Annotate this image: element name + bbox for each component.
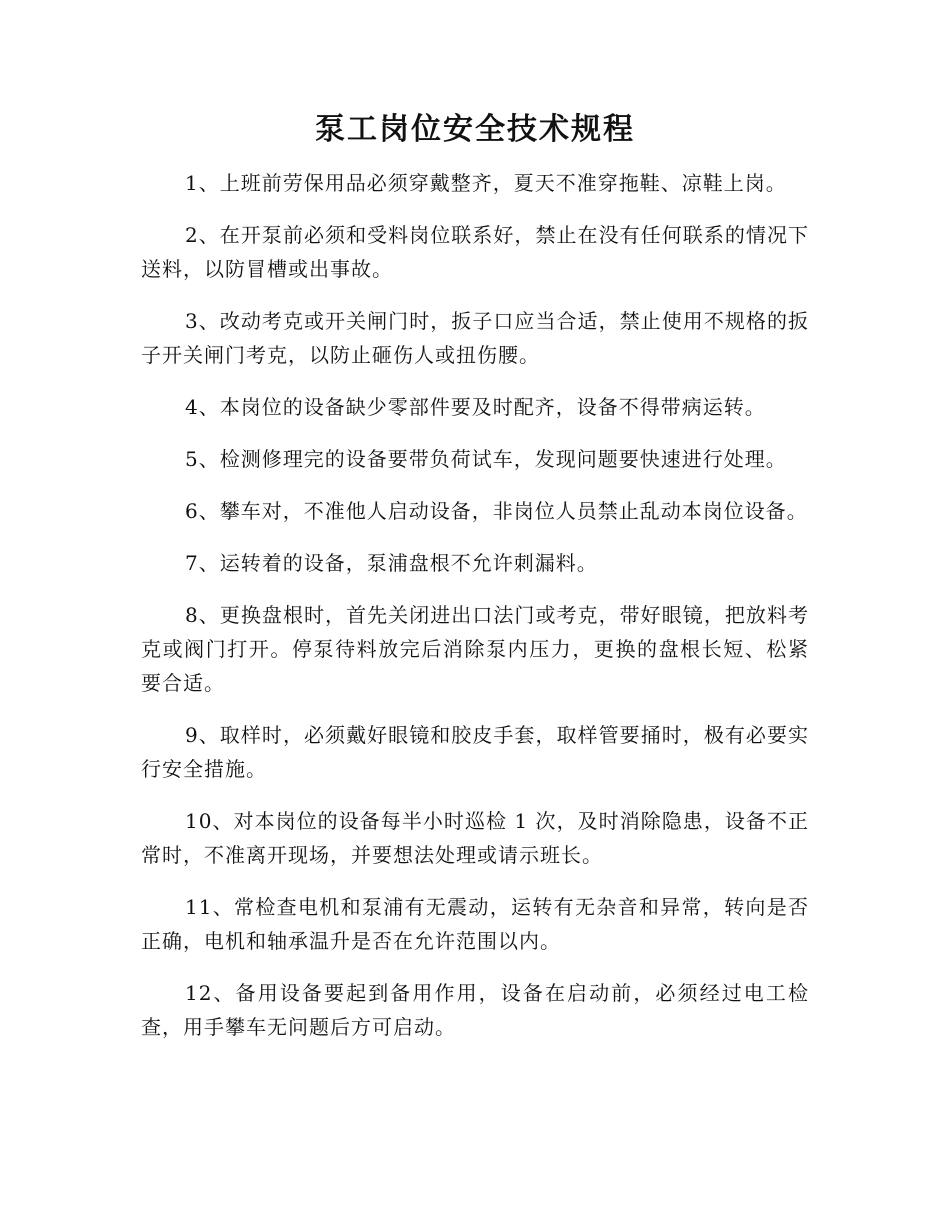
rule-item-12: 12、备用设备要起到备用作用，设备在启动前，必须经过电工检查，用手攀车无问题后方可启动。 [141,981,809,1039]
rule-item-9: 9、取样时，必须戴好眼镜和胶皮手套，取样管要捅时，极有必要实行安全措施。 [141,723,809,781]
rule-item-2: 2、在开泵前必须和受料岗位联系好，禁止在没有任何联系的情况下送料，以防冒槽或出事故。 [141,223,809,281]
rule-list [141,166,809,1062]
rule-item-4: 4、本岗位的设备缺少零部件要及时配齐，设备不得带病运转。 [185,395,766,419]
rule-item-6: 6、攀车对，不准他人启动设备，非岗位人员禁止乱动本岗位设备。 [185,499,808,523]
rule-item-10: 10、对本岗位的设备每半小时巡检 1 次，及时消除隐患，设备不正常时，不准离开现场，并要想法处理或请示班长。 [141,809,809,867]
rule-item-1: 1、上班前劳保用品必须穿戴整齐，夏天不准穿拖鞋、凉鞋上岗。 [185,171,787,195]
rule-item-5: 5、检测修理完的设备要带负荷试车，发现问题要快速进行处理。 [185,447,787,471]
rule-item-11: 11、常检查电机和泵浦有无震动，运转有无杂音和异常，转向是否正确，电机和轴承温升是否在允许范围以内。 [141,895,809,953]
rule-item-8: 8、更换盘根时，首先关闭进出口法门或考克，带好眼镜，把放料考克或阀门打开。停泵待料放完后消除泵内压力，更换的盘根长短、松紧要合适。 [141,603,809,695]
rule-item-7: 7、运转着的设备，泵浦盘根不允许刺漏料。 [185,551,598,575]
rule-item-3: 3、改动考克或开关闸门时，扳子口应当合适，禁止使用不规格的扳子开关闸门考克，以防止砸伤人或扭伤腰。 [141,309,809,367]
page-title: 泵工岗位安全技术规程 [315,112,635,147]
